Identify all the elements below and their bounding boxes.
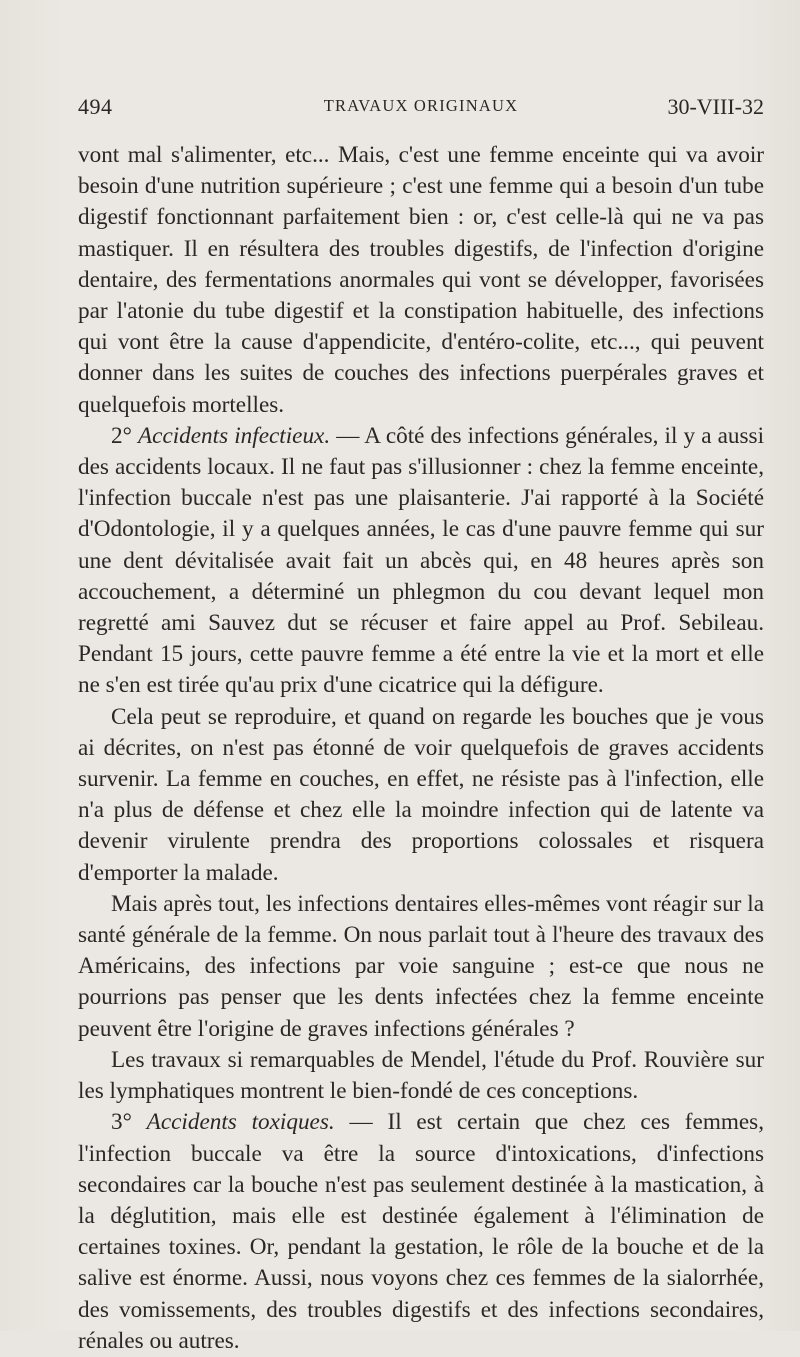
paragraph: [78, 1045, 764, 1107]
paragraph-text: Les travaux si remarquables de Mendel, l'étude du Prof. Rouvière sur les lymphatiques montrent le bien-fondé de ces conceptions.: [78, 1046, 764, 1105]
paragraph: [78, 889, 764, 1045]
section-number: 3°: [111, 1109, 147, 1136]
running-head: TRAVAUX ORIGINAUX: [323, 96, 519, 115]
paragraph-continuation: [78, 140, 764, 421]
section-heading: Accidents toxiques.: [146, 1109, 335, 1136]
paragraph-text: — A côté des infections générales, il y a aussi des accidents locaux. Il ne faut pas s'illusionner : chez la femme enceinte, l'infection buccale n'est pas une plaisanterie. J'ai rapporté à la Société d'Odontologie, il y a quelques années, le cas d'une pauvre femme qui sur une dent dévitalisée avait fait un abcès qui, en 48 heures après son accouchement, a déterminé un phlegmon du cou devant lequel mon regretté ami Sauvez dut se récuser et faire appel au Prof. Sebileau. Pendant 15 jours, cette pauvre femme a été entre la vie et la mort et elle ne s'en est tirée qu'au prix d'une cicatrice qui la défigure.: [78, 422, 765, 699]
paragraph-text: Mais après tout, les infections dentaires elles-mêmes vont réagir sur la santé générale de la femme. On nous parlait tout à l'heure des travaux des Américains, des infections par voie sanguine ; est-ce que nous ne pourrions pas penser que les dents infectées chez la femme enceinte peuvent être l'origine de graves infections générales ?: [78, 890, 764, 1042]
section-number: 2°: [111, 422, 138, 449]
body-text: [78, 140, 764, 1357]
paragraph-accidents-infectieux: [78, 421, 764, 702]
paragraph-text: vont mal s'alimenter, etc... Mais, c'est une femme enceinte qui va avoir besoin d'une nutrition supérieure ; c'est une femme qui a besoin d'un tube digestif fonctionnant parfaitement bien : or, c'est celle-là qui ne va pas mastiquer. Il en résultera des troubles digestifs, de l'infection d'origine dentaire, des fermentations anormales qui vont se développer, favorisées par l'atonie du tube digestif et la constipation habituelle, des infections qui vont être la cause d'appendicite, d'entéro-colite, etc..., qui peuvent donner dans les suites de couches des infections puerpérales graves et quelquefois mortelles.: [78, 142, 764, 418]
paragraph: [78, 702, 764, 889]
paragraph-accidents-toxiques: [78, 1107, 764, 1357]
issue-date: 30-VIII-32: [667, 94, 764, 119]
page-header: [78, 94, 764, 124]
paragraph-text: — Il est certain que chez ces femmes, l'infection buccale va être la source d'intoxications, d'infections secondaires car la bouche n'est pas seulement destinée à la mastication, à la déglutition, mais elle est destinée également à l'élimination de certaines toxines. Or, pendant la gestation, le rôle de la bouche et de la salive est énorme. Aussi, nous voyons chez ces femmes de la sialorrhée, des vomissements, des troubles digestifs et des infections secondaires, rénales ou autres.: [78, 1109, 764, 1354]
paragraph-text: Cela peut se reproduire, et quand on regarde les bouches que je vous ai décrites, on n'est pas étonné de voir quelquefois de graves accidents survenir. La femme en couches, en effet, ne résiste pas à l'infection, elle n'a plus de défense et chez elle la moindre infection qui de latente va devenir virulente prendra des proportions colossales et risquera d'emporter la malade.: [78, 703, 764, 886]
page-number: 494: [78, 94, 113, 119]
section-heading: Accidents infectieux.: [137, 422, 331, 449]
